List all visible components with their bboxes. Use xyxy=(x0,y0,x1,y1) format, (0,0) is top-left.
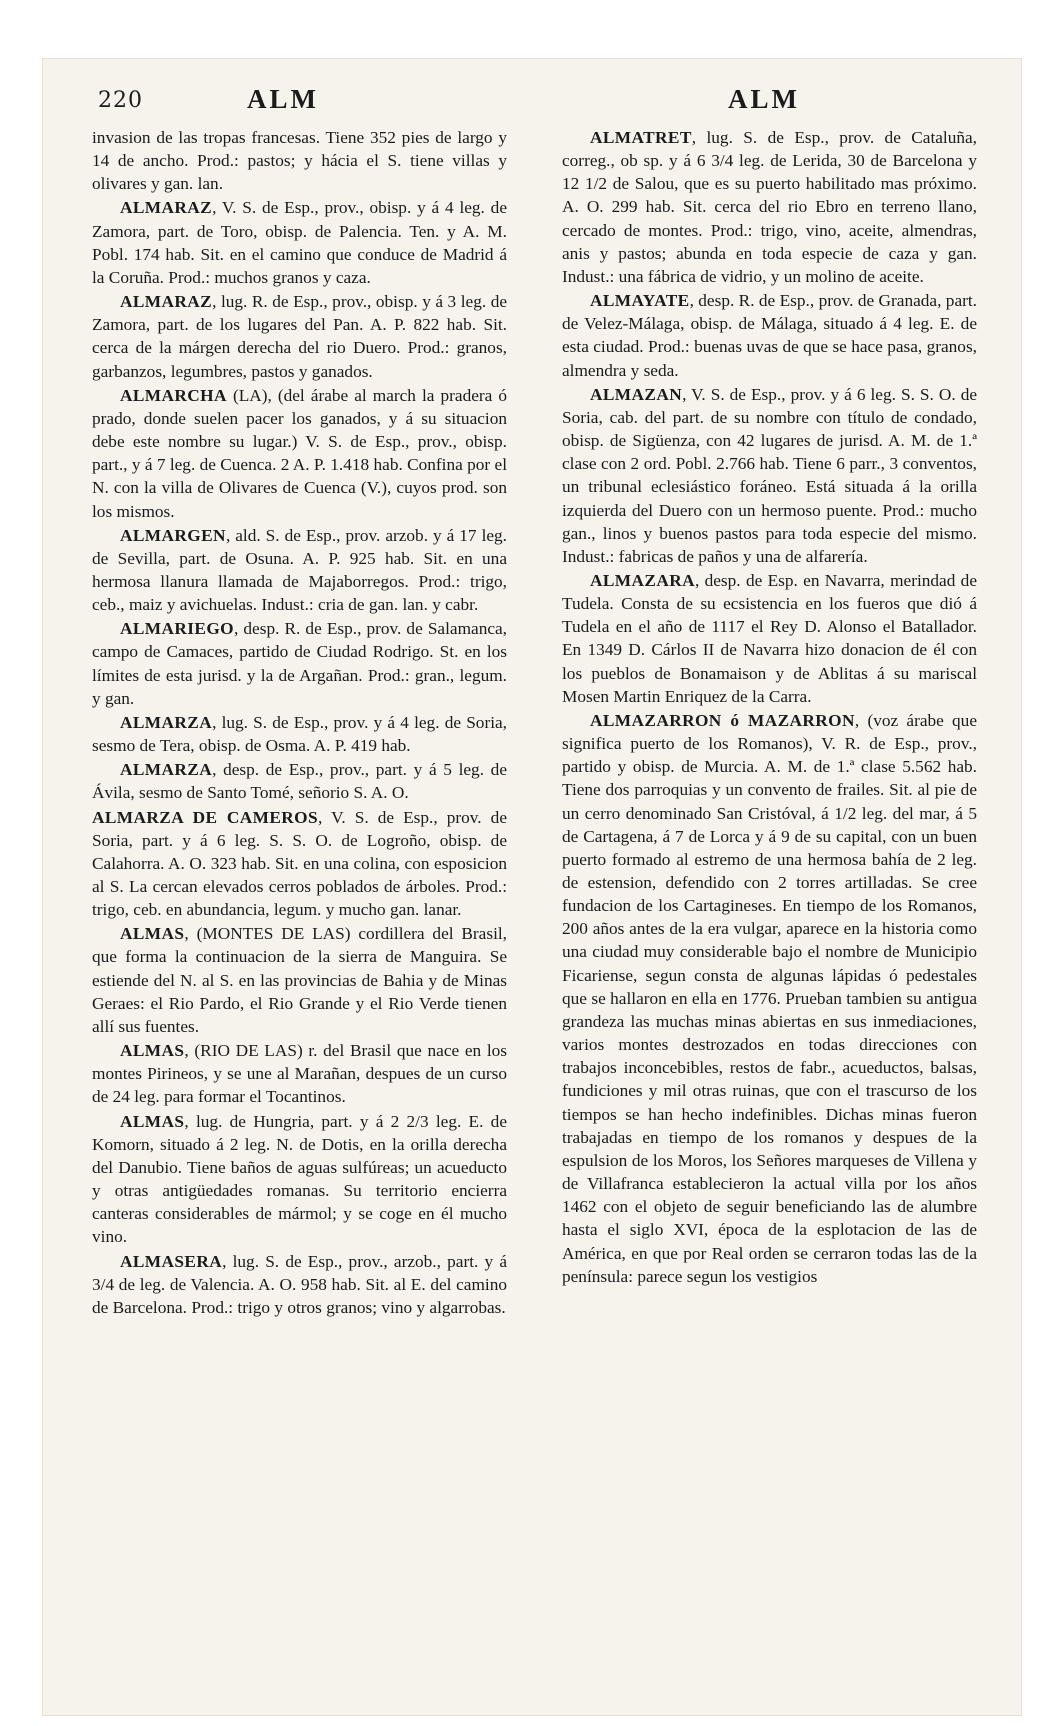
entry-text: , (MONTES DE LAS) cordillera del Brasil, que forma la continuacion de la sierra de Manguira. Se estiende del N. al S. en las provincias de Bahia y de Minas Geraes: el Rio Pardo, el Rio Grande y el Rio Verde tienen allí sus fuentes. xyxy=(92,924,507,1036)
entry-text: , V. S. de Esp., prov., obisp. y á 4 leg. de Zamora, part. de Toro, obisp. de Palencia. Ten. y A. M. Pobl. 174 hab. Sit. en el camino que conduce de Madrid á la Coruña. Prod.: muchos granos y caza. xyxy=(92,198,507,287)
entry-almas-rio xyxy=(92,1039,507,1108)
entry-text: invasion de las tropas francesas. Tiene 352 pies de largo y 14 de ancho. Prod.: pastos; y hácia el S. tiene villas y olivares y gan. lan. xyxy=(92,128,507,194)
entry-headword: ALMAZARRON ó MAZARRON xyxy=(590,710,855,730)
running-head-left: ALM xyxy=(247,84,319,114)
entry-headword: ALMAS xyxy=(120,1111,185,1131)
entry-almazarron xyxy=(562,709,977,1288)
entry-almarza-de-cameros xyxy=(92,806,507,922)
entry-almarza-2 xyxy=(92,758,507,804)
entry-headword: ALMARGEN xyxy=(120,525,226,545)
entry-text: , lug. de Hungria, part. y á 2 2/3 leg. E. de Komorn, situado á 2 leg. N. de Dotis, en la orilla derecha del Danubio. Tiene baños de aguas sulfúreas; un acueducto y otras antigüedades romanas. Su territorio encierra canteras considerables de mármol; y se coge en él mucho vino. xyxy=(92,1111,507,1247)
entry-text: , lug. R. de Esp., prov., obisp. y á 3 leg. de Zamora, part. de los lugares del Pan. A. P. 822 hab. Sit. cerca de la márgen derecha del rio Duero. Prod.: granos, garbanzos, legumbres, pastos y ganados. xyxy=(92,292,507,381)
entry-headword: ALMARZA xyxy=(120,760,213,780)
entry-text: , lug. S. de Esp., prov. y á 4 leg. de Soria, sesmo de Tera, obisp. de Osma. A. P. 419 hab. xyxy=(92,712,507,756)
entry-headword: ALMAZARA xyxy=(590,570,695,590)
entry-almariego xyxy=(92,617,507,710)
entry-headword: ALMARIEGO xyxy=(120,619,235,639)
page-number: 220 xyxy=(98,88,143,113)
entry-invasion-continuation xyxy=(92,126,507,195)
entry-text: , lug. S. de Esp., prov. de Cataluña, correg., ob sp. y á 6 3/4 leg. de Lerida, 30 de Barcelona y 12 1/2 de Salou, que es su puerto habilitado mas próximo. A. O. 299 hab. Sit. cerca del rio Ebro en terreno llano, cercado de montes. Prod.: trigo, vino, aceite, almendras, anis y pastos; abunda en toda especie de caza y gan. Indust.: una fábrica de vidrio, y un molino de aceite. xyxy=(562,128,977,286)
entry-headword: ALMARAZ xyxy=(120,292,213,312)
entry-headword: ALMAYATE xyxy=(590,291,690,311)
entry-almarza-1 xyxy=(92,711,507,757)
entry-text: , desp. R. de Esp., prov. de Granada, part. de Velez-Málaga, obisp. de Málaga, situado á 4 leg. E. de esta ciudad. Prod.: buenas uvas de que se hace pasa, granos, almendra y seda. xyxy=(562,291,977,380)
dictionary-page xyxy=(42,58,1022,1716)
running-head-right: ALM xyxy=(728,84,800,114)
entry-almargen xyxy=(92,524,507,617)
entry-headword: ALMAS xyxy=(120,1041,185,1061)
entry-text: , (RIO DE LAS) r. del Brasil que nace en los montes Pirineos, y se une al Marañan, despues de un curso de 24 leg. para formar el Tocantinos. xyxy=(92,1041,507,1107)
entry-text: , desp. de Esp. en Navarra, merindad de Tudela. Consta de su ecsistencia en los fueros que dió á Tudela en el año de 1117 el Rey D. Alonso el Batallador. En 1349 D. Cárlos II de Navarra hizo donacion de él con los pueblos de Bonamaison y de Ablitas á su mariscal Mosen Martin Enriquez de la Carra. xyxy=(562,570,977,706)
entry-almas-montes xyxy=(92,922,507,1038)
entry-text: , V. S. de Esp., prov. de Soria, part. y á 6 leg. S. S. O. de Logroño, obisp. de Calahorra. A. O. 323 hab. Sit. en una colina, con esposicion al S. La cercan elevados cerros poblados de árboles. Prod.: trigo, ceb. en abundancia, legum. y mucho gan. lanar. xyxy=(92,807,507,920)
entry-text: , (voz árabe que significa puerto de los Romanos), V. R. de Esp., prov., partido y obisp. de Murcia. A. M. de 1.ª clase 5.562 hab. Tiene dos parroquias y un convento de frailes. Sit. al pie de un cerro denominado San Cristóval, á 1/2 leg. del mar, á 5 de Cartagena, á 7 de Lorca y á 9 de su capital, con un buen puerto formado al estremo de una hermosa bahía de 2 leg. de estension, defendido con 2 torres artilladas. Se cree fundacion de los Cartagineses. En tiempo de los Romanos, 200 años antes de la era vulgar, aparece en la historia como una ciudad muy considerable bajo el nombre de Municipio Ficariense, segun consta de algunas lápidas ó pedestales que se hallaron en ella en 1776. Prueban tambien su antigua grandeza las muchas minas abiertas en sus inmediaciones, varios montes destrozados en todas direcciones con trabajos inconcebibles, restos de fabr., acueductos, balsas, fundiciones y mil otras ruinas, que con el trascurso de los tiempos se han hecho indefinibles. Dichas minas fueron trabajadas en tiempo de los romanos y despues de la espulsion de los Moros, los Señores marqueses de Villena y de Villafranca establecieron la actual villa por los años 1462 con el objeto de seguir beneficiando las de alumbre hasta el siglo XVI, época de la esplotacion de las de América, en que por Real orden se cerraron todas las de la península: parece segun los vestigios xyxy=(562,710,977,1286)
entry-text: , V. S. de Esp., prov. y á 6 leg. S. S. O. de Soria, cab. del part. de su nombre con título de condado, obisp. de Sigüenza, con 42 lugares de jurisd. A. M. de 1.ª clase con 2 ord. Pobl. 2.766 hab. Tiene 6 parr., 3 conventos, un tribunal eclesiástico foráneo. Está situada á la orilla izquierda del Duero con un hermoso puente. Prod.: mucho gan., linos y buenos pastos para toda especie del mismo. Indust.: fabricas de paños y una de alfarería. xyxy=(562,384,977,566)
left-column xyxy=(92,126,507,1320)
entry-almasera xyxy=(92,1250,507,1319)
entry-headword: ALMARZA DE CAMEROS xyxy=(92,807,319,827)
entry-headword: ALMARAZ xyxy=(120,198,213,218)
entry-text: , desp. R. de Esp., prov. de Salamanca, campo de Camaces, partido de Ciudad Rodrigo. St. en los límites de esta jurisd. y la de Argañan. Prod.: gran., legum. y gan. xyxy=(92,619,507,708)
entry-headword: ALMAZAN xyxy=(590,384,683,404)
entry-almazara xyxy=(562,569,977,708)
entry-headword: ALMAS xyxy=(120,924,185,944)
entry-almaraz-2 xyxy=(92,290,507,383)
entry-almazan xyxy=(562,383,977,568)
entry-almaraz-1 xyxy=(92,196,507,289)
entry-headword: ALMARZA xyxy=(120,712,213,732)
entry-text: , desp. de Esp., prov., part. y á 5 leg. de Ávila, sesmo de Santo Tomé, señorio S. A. O. xyxy=(92,760,507,803)
entry-almayate xyxy=(562,289,977,382)
entry-text: , ald. S. de Esp., prov. arzob. y á 17 leg. de Sevilla, part. de Osuna. A. P. 925 hab. Sit. en una hermosa llanura llamada de Majaborregos. Prod.: trigo, ceb., maiz y avichuelas. Indust.: cria de gan. lan. y cabr. xyxy=(92,525,507,615)
entry-almarcha xyxy=(92,384,507,523)
entry-almas-hungria xyxy=(92,1110,507,1249)
entry-headword: ALMASERA xyxy=(120,1251,223,1271)
entry-headword: ALMARCHA xyxy=(120,385,227,405)
entry-headword: ALMATRET xyxy=(590,128,692,147)
entry-text: , lug. S. de Esp., prov., arzob., part. y á 3/4 de leg. de Valencia. A. O. 958 hab. Sit. al E. del camino de Barcelona. Prod.: trigo y otros granos; vino y algarrobas. xyxy=(92,1251,507,1317)
entry-almatret xyxy=(562,126,977,288)
entry-text: (LA), (del árabe al march la pradera ó prado, donde suelen pacer los ganados, y á su situacion debe este nombre su lugar.) V. S. de Esp., prov., obisp. part., y á 7 leg. de Cuenca. 2 A. P. 1.418 hab. Confina por el N. con la villa de Olivares de Cuenca (V.), cuyos prod. son los mismos. xyxy=(92,385,507,521)
right-column xyxy=(562,126,977,1289)
